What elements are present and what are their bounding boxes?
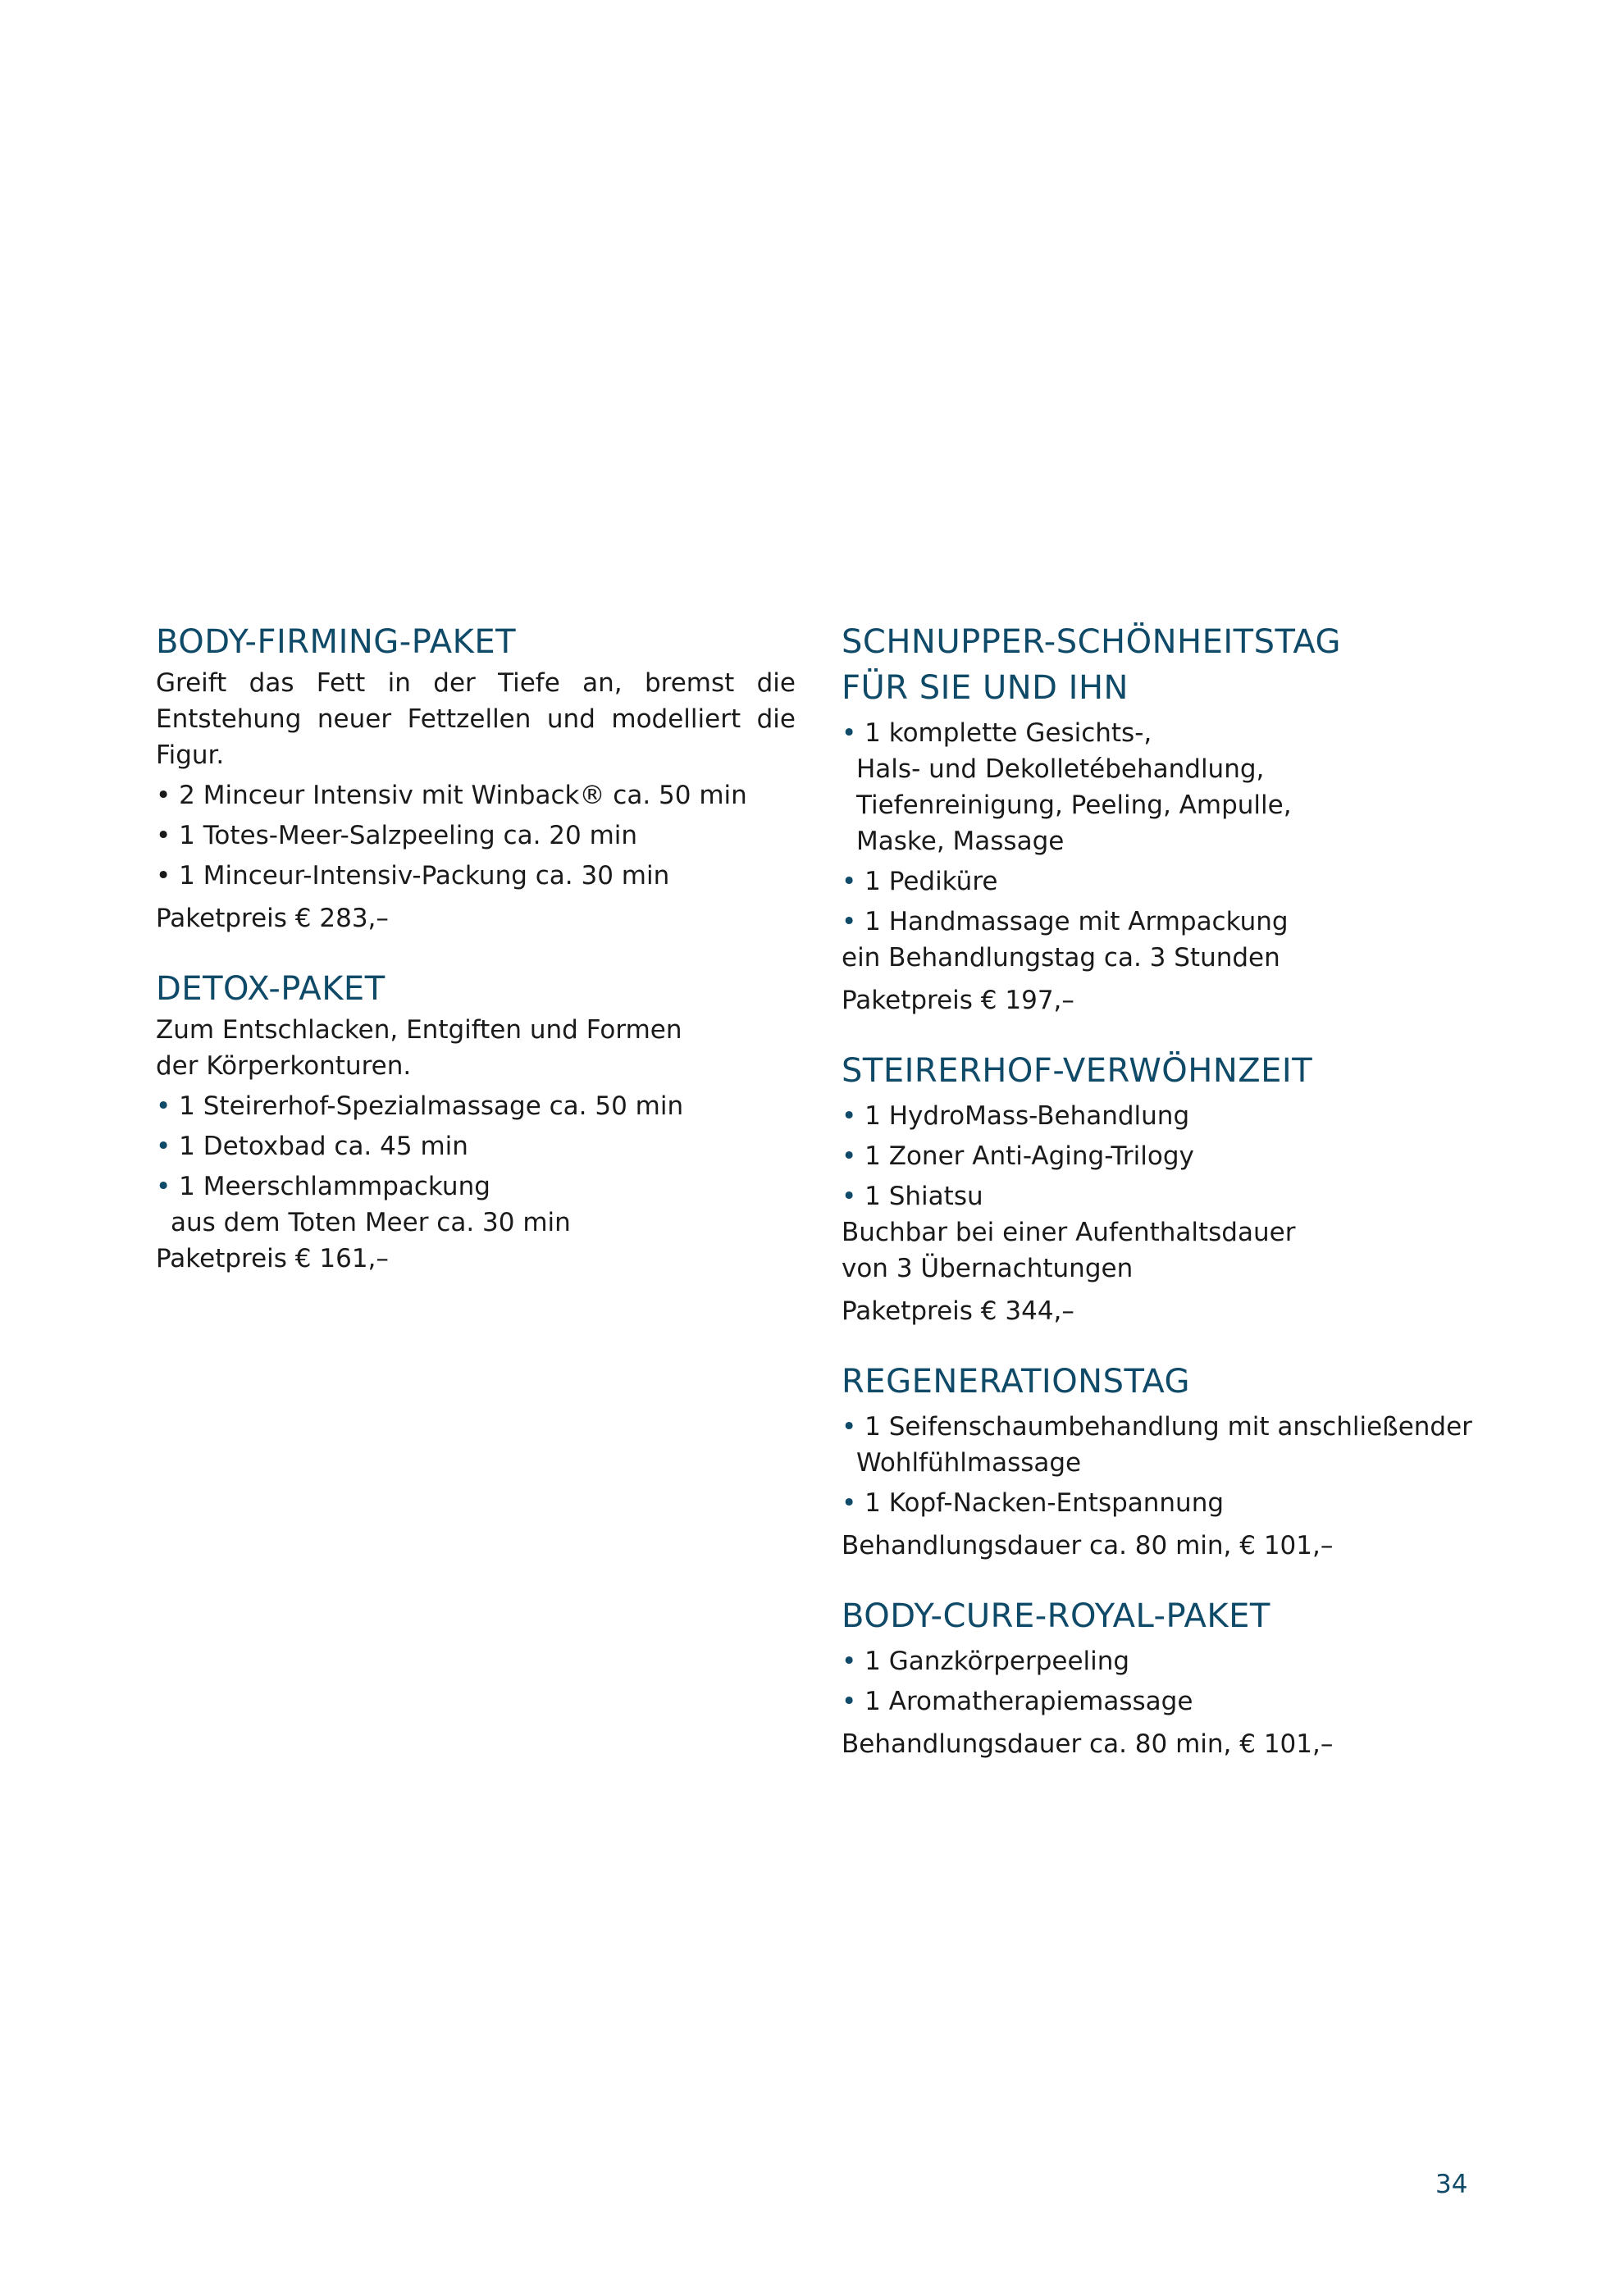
package-note: Buchbar bei einer Aufenthaltsdauer von 3 Übernachtungen	[842, 1218, 1296, 1283]
section-title: BODY-CURE-ROYAL-PAKET	[842, 1597, 1270, 1635]
bullet-icon: •	[156, 1132, 171, 1161]
bullet-icon: •	[842, 1488, 857, 1518]
list-item: • 1 komplette Gesichts-, Hals- und Dekolletébehandlung, Tiefenreinigung, Peeling, Ampulle, Maske, Massage	[842, 718, 1292, 856]
section-intro: Zum Entschlacken, Entgiften und Formen der Körperkonturen.	[156, 1015, 682, 1081]
bullet-icon: •	[842, 1647, 857, 1676]
list-item: • 1 Shiatsu	[842, 1182, 983, 1211]
treatment-list	[842, 1098, 1489, 1214]
list-item: • 1 Ganzkörperpeeling	[842, 1647, 1130, 1676]
section-title: REGENERATIONSTAG	[842, 1363, 1190, 1401]
verwoehnzeit-section	[842, 1048, 1489, 1329]
package-price: Paketpreis € 161,–	[156, 1244, 389, 1273]
list-item: • 1 Totes-Meer-Salzpeeling ca. 20 min	[156, 821, 638, 850]
body-cure-royal-section	[842, 1593, 1489, 1762]
bullet-icon: •	[842, 1182, 857, 1211]
bullet-icon: •	[156, 781, 171, 810]
body-firming-section	[156, 619, 796, 936]
list-item: • 1 Steirerhof-Spezialmassage ca. 50 min	[156, 1091, 684, 1121]
package-price: Paketpreis € 197,–	[842, 986, 1074, 1015]
list-item: • 1 Zoner Anti-Aging-Trilogy	[842, 1141, 1194, 1171]
package-note: ein Behandlungstag ca. 3 Stunden	[842, 943, 1280, 973]
list-item: • 1 Aromatherapiemassage	[842, 1687, 1193, 1716]
detox-section	[156, 966, 796, 1277]
schnupper-section	[842, 619, 1489, 1018]
section-title: DETOX-PAKET	[156, 970, 385, 1008]
list-item: • 1 Pediküre	[842, 867, 998, 896]
regenerationstag-section	[842, 1359, 1489, 1564]
list-item: • 1 Detoxbad ca. 45 min	[156, 1132, 468, 1161]
treatment-list	[842, 1409, 1489, 1521]
bullet-icon: •	[842, 718, 857, 748]
list-item: • 1 Seifenschaumbehandlung mit anschließender Wohlfühlmassage	[842, 1412, 1472, 1478]
bullet-icon: •	[842, 1412, 857, 1442]
bullet-icon: •	[156, 1091, 171, 1121]
section-title: STEIRERHOF-VERWÖHNZEIT	[842, 1052, 1313, 1090]
bullet-icon: •	[156, 821, 171, 850]
package-price: Behandlungsdauer ca. 80 min, € 101,–	[842, 1729, 1334, 1759]
package-price: Paketpreis € 344,–	[842, 1296, 1074, 1326]
list-item: • 1 HydroMass-Behandlung	[842, 1101, 1190, 1131]
treatment-list	[842, 1643, 1489, 1720]
list-item: • 2 Minceur Intensiv mit Winback® ca. 50 min	[156, 781, 747, 810]
package-price: Behandlungsdauer ca. 80 min, € 101,–	[842, 1531, 1334, 1560]
left-column	[156, 619, 796, 1306]
bullet-icon: •	[842, 1687, 857, 1716]
package-price: Paketpreis € 283,–	[156, 904, 389, 933]
bullet-icon: •	[842, 907, 857, 936]
bullet-icon: •	[156, 1172, 171, 1201]
section-intro: Greift das Fett in der Tiefe an, bremst die Entstehung neuer Fettzellen und modelliert die Figur.	[156, 668, 796, 770]
bullet-icon: •	[842, 867, 857, 896]
section-title: SCHNUPPER-SCHÖNHEITSTAG FÜR SIE UND IHN	[842, 623, 1341, 707]
bullet-icon: •	[842, 1141, 857, 1171]
bullet-icon: •	[156, 861, 171, 891]
list-item: • 1 Handmassage mit Armpackung	[842, 907, 1289, 936]
list-item: • 1 Meerschlammpackung aus dem Toten Meer ca. 30 min	[156, 1172, 571, 1237]
list-item: • 1 Minceur-Intensiv-Packung ca. 30 min	[156, 861, 670, 891]
treatment-list	[156, 777, 796, 894]
bullet-icon: •	[842, 1101, 857, 1131]
list-item: • 1 Kopf-Nacken-Entspannung	[842, 1488, 1225, 1518]
section-title: BODY-FIRMING-PAKET	[156, 623, 517, 661]
treatment-list	[156, 1088, 796, 1241]
treatment-list	[842, 715, 1489, 940]
right-column	[842, 619, 1489, 1792]
page-number: 34	[1435, 2170, 1468, 2199]
